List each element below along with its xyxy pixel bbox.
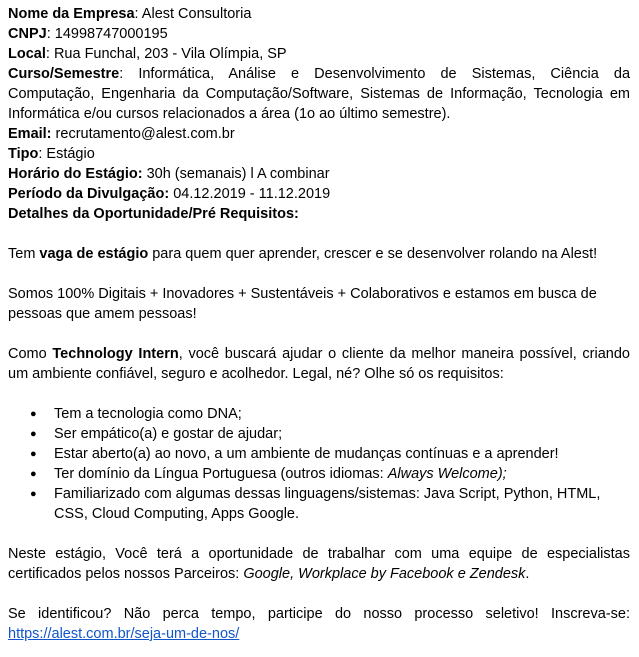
location-label: Local — [8, 46, 46, 62]
cnpj-label: CNPJ — [8, 26, 47, 42]
values-paragraph: Somos 100% Digitais + Inovadores + Sustentáveis + Colaborativos e estamos em busca de pessoas que amem pessoas! — [8, 286, 597, 322]
company-label: Nome da Empresa — [8, 6, 135, 22]
apply-link[interactable]: https://alest.com.br/seja-um-de-nos/ — [8, 626, 240, 642]
company-value: Alest Consultoria — [141, 6, 252, 22]
role-paragraph — [8, 344, 630, 384]
schedule-field — [8, 164, 630, 184]
period-label: Período da Divulgação: — [8, 186, 170, 202]
role-text-b: Technology Intern — [52, 346, 179, 362]
intro-text-a: Tem — [8, 246, 40, 262]
list-item: ● Ser empático(a) e gostar de ajudar; — [54, 424, 630, 444]
details-title: Detalhes da Oportunidade/Pré Requisitos: — [8, 206, 299, 222]
course-label: Curso/Semestre — [8, 66, 120, 82]
email-label: Email: — [8, 126, 52, 142]
details-heading — [8, 204, 630, 224]
role-text-c: , você buscará ajudar o cliente da melhor maneira possível, criando um ambiente confiável, seguro e acolhedor. Legal, né? Olhe só os requisitos: — [8, 346, 630, 382]
cnpj-value: 14998747000195 — [54, 26, 168, 42]
requirements-list — [8, 404, 630, 524]
email-value: recrutamento@alest.com.br — [55, 126, 235, 142]
partners-text-a: Neste estágio, Você terá a oportunidade de trabalhar com uma equipe de especialistas certificados pelos nossos Parceiros: — [8, 546, 630, 582]
requirement-text-a: Ter domínio da Língua Portuguesa (outros idiomas: — [54, 466, 388, 482]
intro-text-b: vaga de estágio — [39, 246, 149, 262]
course-value: Informática, Análise e Desenvolvimento de Sistemas, Ciência da Computação, Engenharia da Computação/Software, Sistemas de Informação, Tecnologia em Informática e/ou cursos relacionados a área (1o ao último semestre). — [8, 66, 631, 122]
type-field: Tipo: Estágio — [8, 146, 95, 162]
partners-text-c: . — [525, 566, 530, 582]
email-field — [8, 124, 630, 144]
cnpj-field: CNPJ: 14998747000195 — [8, 26, 168, 42]
apply-text: Se identificou? Não perca tempo, participe do nosso processo seletivo! Inscreva-se: — [8, 606, 630, 622]
list-item: ● Familiarizado com algumas dessas linguagens/sistemas: Java Script, Python, HTML, CSS, Cloud Computing, Apps Google. — [54, 484, 630, 524]
apply-paragraph — [8, 604, 630, 644]
location-field: Local: Rua Funchal, 203 - Vila Olímpia, SP — [8, 46, 287, 62]
requirement-text-b: Always Welcome); — [387, 466, 507, 482]
period-field — [8, 184, 630, 204]
role-text-a: Como — [8, 346, 53, 362]
company-field: Nome da Empresa: Alest Consultoria — [8, 6, 252, 22]
list-item: ● Estar aberto(a) ao novo, a um ambiente de mudanças contínuas e a aprender! — [54, 444, 630, 464]
period-value: 04.12.2019 - 11.12.2019 — [173, 186, 331, 202]
list-item: ● Tem a tecnologia como DNA; — [54, 404, 630, 424]
partners-paragraph — [8, 544, 630, 584]
type-value: Estágio — [46, 146, 95, 162]
schedule-value: 30h (semanais) l A combinar — [146, 166, 330, 182]
partners-text-b: Google, Workplace by Facebook e Zendesk — [243, 566, 526, 582]
course-field: Curso/Semestre: Informática, Análise e Desenvolvimento de Sistemas, Ciência da Computação, Engenharia da Computação/Software, Sistemas de Informação, Tecnologia em Informática e/ou cursos relacionados a área (1o ao último semestre). — [8, 66, 631, 122]
intro-paragraph — [8, 244, 630, 264]
intro-text-c: para quem quer aprender, crescer e se desenvolver rolando na Alest! — [148, 246, 598, 262]
schedule-label: Horário do Estágio: — [8, 166, 143, 182]
type-label: Tipo — [8, 146, 39, 162]
location-value: Rua Funchal, 203 - Vila Olímpia, SP — [53, 46, 287, 62]
list-item — [54, 464, 630, 484]
